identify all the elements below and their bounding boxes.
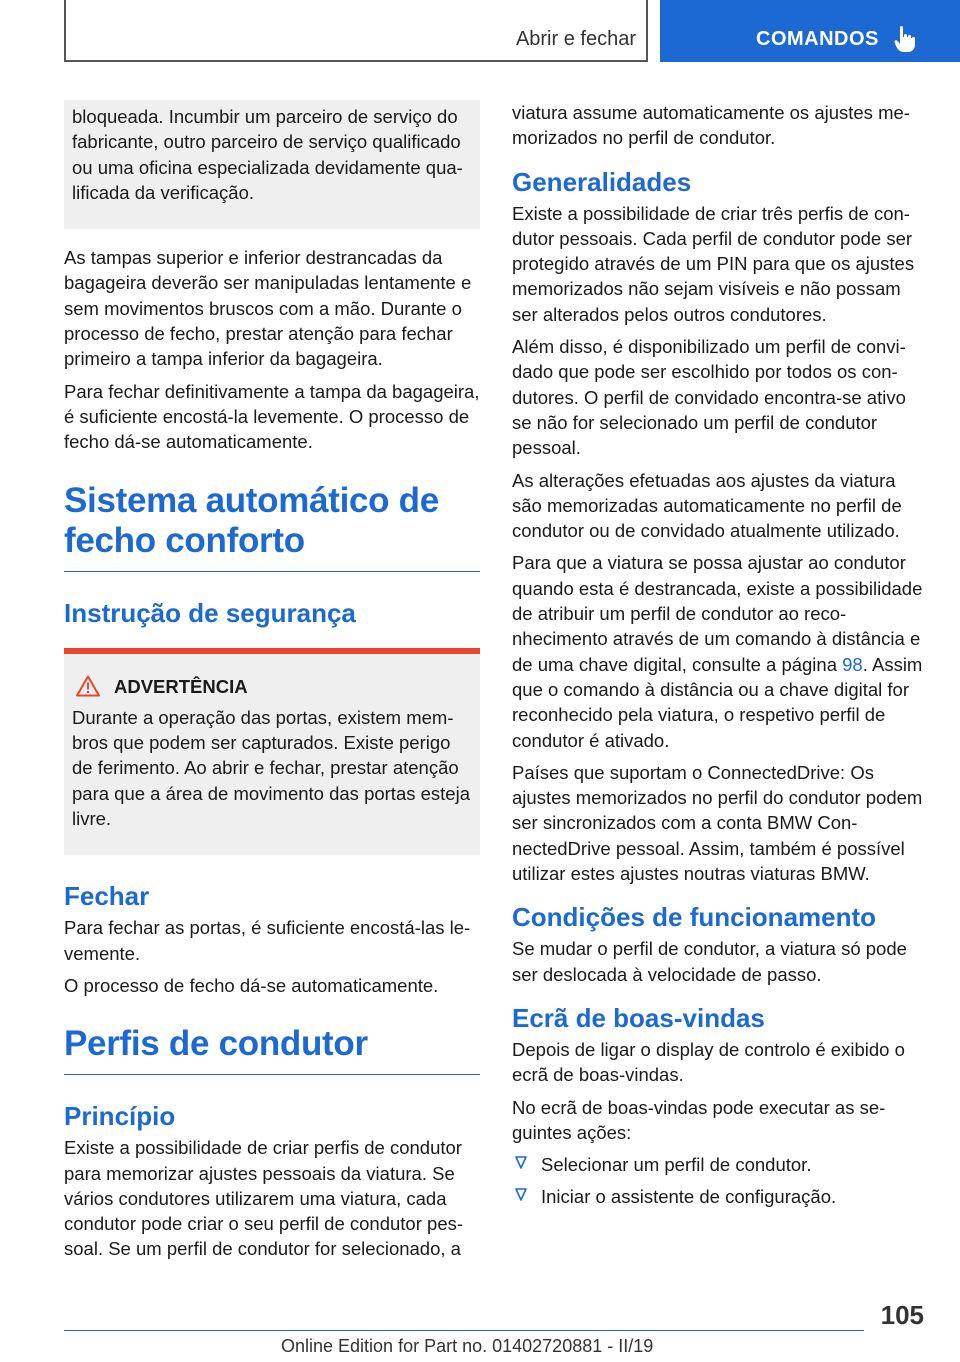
list-item (512, 1152, 928, 1177)
heading-safety-instruction: Instrução de segurança (64, 597, 356, 628)
triangle-bullet-icon (515, 1188, 527, 1202)
list-item-text: Selecionar um perfil de condutor. (541, 1154, 812, 1176)
paragraph: Para fechar as portas, é suficiente encostá-las levemente. (64, 917, 471, 964)
edition-footer: Online Edition for Part no. 01402720881 - II/19 (281, 1336, 654, 1356)
chapter-label: COMANDOS (756, 28, 879, 50)
action-list (512, 1152, 928, 1210)
paragraph: Existe a possibilidade de criar três perfis de condutor pessoais. Cada perfil de condutor pode ser protegido através de um PIN para que os ajustes memorizados não sejam visíveis e não possam ser alterados pelos outros condutores. (512, 202, 915, 325)
heading-welcome-screen: Ecrã de boas-vindas (512, 1002, 765, 1033)
heading-driver-profiles: Perfis de condutor (64, 1024, 480, 1075)
paragraph: Existe a possibilidade de criar perfis de condutor para memorizar ajustes pessoais da viatura. Se vários condutores utilizarem uma viatura, cada condutor pode criar o seu perfil de condutor pessoal. Se um perfil de condutor for selecionado, a (64, 1137, 464, 1260)
right-column (512, 100, 928, 1217)
list-item (512, 1184, 928, 1209)
heading-operating-conditions: Condições de funcionamento (512, 902, 877, 933)
paragraph: viatura assume automaticamente os ajustes memorizados no perfil de condutor. (512, 102, 910, 149)
paragraph: No ecrã de boas-vindas pode executar as seguintes ações: (512, 1096, 886, 1143)
heading-comfort-closing: Sistema automático de fecho conforto (64, 481, 480, 572)
triangle-bullet-icon (515, 1156, 527, 1170)
page-reference-link[interactable]: 98 (842, 653, 863, 675)
paragraph: As tampas superior e inferior destrancadas da bagageira deverão ser manipuladas lentamente e sem movimentos bruscos com a mão. Durante o processo de fecho, prestar atenção para fechar primeiro a tampa inferior da bagageira. (64, 247, 472, 370)
footer-divider (64, 1330, 864, 1331)
list-item-text: Iniciar o assistente de configuração. (541, 1186, 837, 1208)
paragraph (512, 550, 928, 752)
paragraph: Países que suportam o ConnectedDrive: Os ajustes memorizados no perfil do condutor podem ser sincronizados com a conta BMW ConnectedDrive pessoal. Assim, também é possível utilizar estes ajustes noutras viaturas BMW. (512, 761, 923, 885)
paragraph: Se mudar o perfil de condutor, a viatura só pode ser deslocada à velocidade de passo. (512, 938, 907, 985)
note-text: bloqueada. Incumbir um parceiro de serviço do fabricante, outro parceiro de serviço qualificado ou uma oficina especializada devidamente qualificada da verificação. (72, 106, 463, 203)
paragraph: Além disso, é disponibilizado um perfil de convidado que pode ser escolhido por todos os condutores. O perfil de convidado encontra-se ativo se não for selecionado um perfil de condutor pessoal. (512, 336, 906, 459)
warning-box (64, 648, 480, 856)
warning-title (72, 674, 472, 699)
paragraph: Depois de ligar o display de controlo é exibido o ecrã de boas-vindas. (512, 1038, 905, 1086)
paragraph-text: Para que a viatura se possa ajustar ao condutor quando esta é destrancada, existe a possibilidade de atribuir um perfil de condutor ao reconhecimento através de um comando à distância e de uma chave digital, consulte a página (512, 552, 923, 675)
note-box (64, 100, 480, 229)
paragraph-text: . Assim que o comando à distância ou a chave digital for reconhecido pela viatura, o respetivo perfil de condutor é ativado. (512, 653, 923, 751)
warning-title-text: ADVERTÊNCIA (114, 675, 248, 697)
heading-close: Fechar (64, 881, 150, 912)
left-column (64, 100, 480, 1269)
heading-general: Generalidades (512, 166, 692, 197)
heading-principle: Princípio (64, 1101, 176, 1132)
paragraph: O processo de fecho dá-se automaticamente. (64, 974, 439, 996)
warning-triangle-icon (76, 675, 100, 697)
section-title: Abrir e fechar (515, 28, 636, 50)
page-number: 105 (880, 1300, 924, 1330)
chapter-tab (660, 0, 960, 62)
paragraph: Para fechar definitivamente a tampa da bagageira, é suficiente encostá-la levemente. O processo de fecho dá-se automaticamente. (64, 380, 480, 453)
warning-text: Durante a operação das portas, existem membros que podem ser capturados. Existe perigo de ferimento. Ao abrir e fechar, prestar atenção para que a área de movimento das portas esteja livre. (72, 706, 470, 830)
paragraph: As alterações efetuadas aos ajustes da viatura são memorizadas automaticamente no perfil de condutor ou de convidado atualmente utilizado. (512, 469, 902, 542)
hand-pointer-icon (894, 25, 916, 53)
